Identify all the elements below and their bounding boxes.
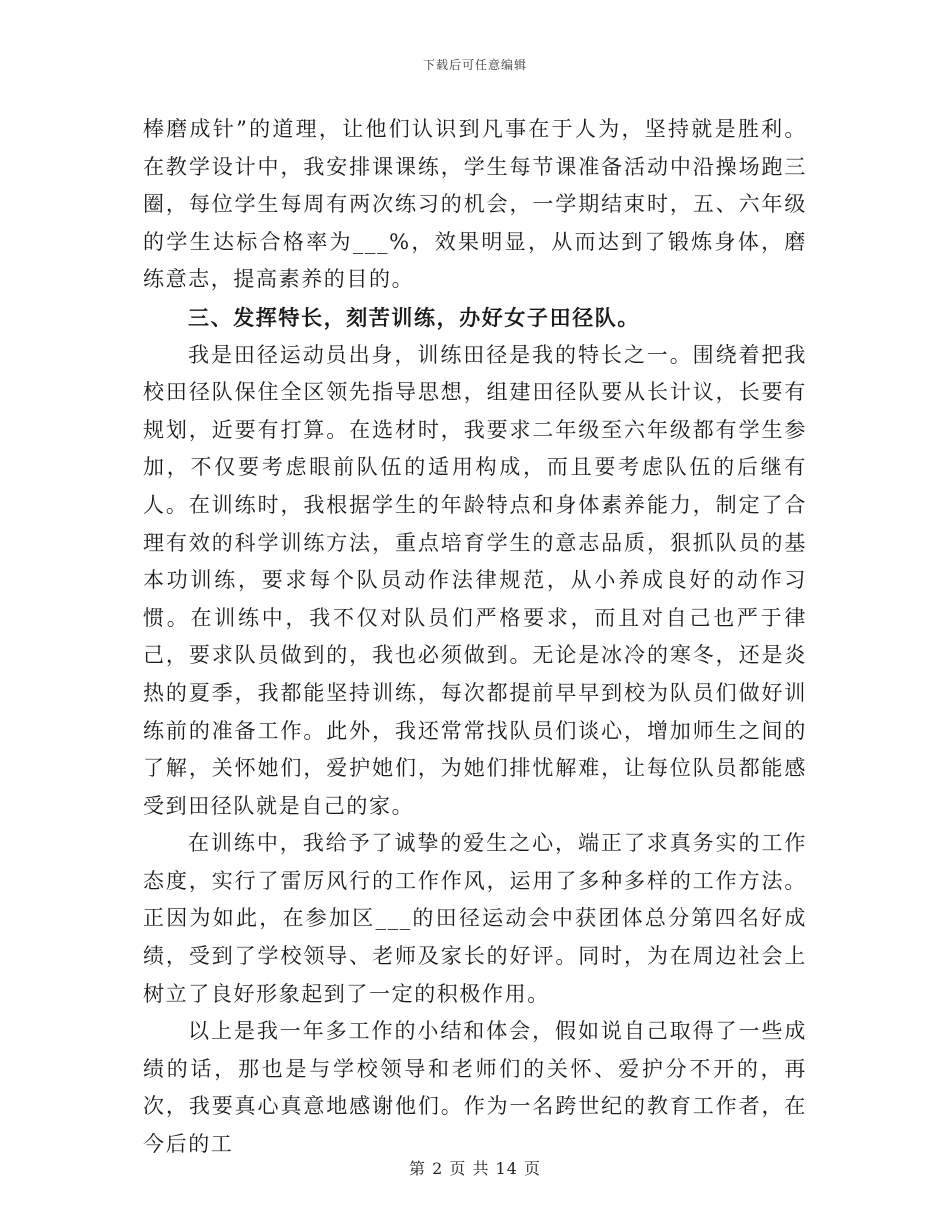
paragraph-summary: 以上是我一年多工作的小结和体会，假如说自己取得了一些成绩的话，那也是与学校领导和老师们的关怀、爱护分不开的，再次，我要真心真意地感谢他们。作为一名跨世纪的教育工作者，在今后的工: [143, 1019, 807, 1157]
document-body: [143, 111, 807, 1164]
page-footer: 第 2 页 共 14 页: [409, 1159, 541, 1178]
section-heading-3: 三、发挥特长，刻苦训练，办好女子田径队。: [188, 304, 640, 330]
paragraph-continued: 棒磨成针”的道理，让他们认识到凡事在于人为，坚持就是胜利。在教学设计中，我安排课课练，学生每节课准备活动中沿操场跑三圈，每位学生每周有两次练习的机会，一学期结束时，五、六年级的学生达标合格率为___%，效果明显，从而达到了锻炼身体，磨练意志，提高素养的目的。: [143, 117, 807, 292]
page-header: 下载后可任意编辑: [422, 58, 527, 72]
paragraph-results: 在训练中，我给予了诚挚的爱生之心，端正了求真务实的工作态度，实行了雷厉风行的工作作风，运用了多种多样的工作方法。正因为如此，在参加区___的田径运动会中获团体总分第四名好成绩，受到了学校领导、老师及家长的好评。同时，为在周边社会上树立了良好形象起到了一定的积极作用。: [143, 831, 807, 1006]
paragraph-track-team: 我是田径运动员出身，训练田径是我的特长之一。围绕着把我校田径队保住全区领先指导思想，组建田径队要从长计议，长要有规划，近要有打算。在选材时，我要求二年级至六年级都有学生参加，不仅要考虑眼前队伍的适用构成，而且要考虑队伍的后继有人。在训练时，我根据学生的年龄特点和身体素养能力，制定了合理有效的科学训练方法，重点培育学生的意志品质，狠抓队员的基本功训练，要求每个队员动作法律规范，从小养成良好的动作习惯。在训练中，我不仅对队员们严格要求，而且对自己也严于律己，要求队员做到的，我也必须做到。无论是冰冷的寒冬，还是炎热的夏季，我都能坚持训练，每次都提前早早到校为队员们做好训练前的准备工作。此外，我还常常找队员们谈心，增加师生之间的了解，关怀她们，爱护她们，为她们排忧解难，让每位队员都能感受到田径队就是自己的家。: [143, 342, 807, 818]
